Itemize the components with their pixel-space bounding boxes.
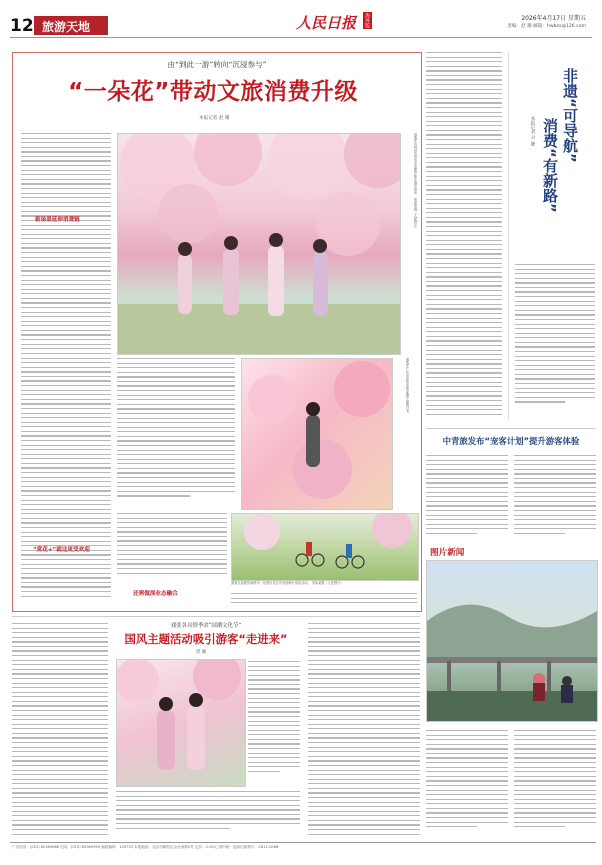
right-article-headline: 中青旅发布“宠客计划”提升游客体验 [442,436,580,446]
lead-photo1-caption: 游客在吉林省长春市丰富盛开的花海中赏花。 张某某摄（人民图片） [413,133,417,231]
bottom-body-col4 [308,623,420,837]
page-number: 12 [10,16,34,36]
sidebar-title-4: “有新路” [541,148,559,213]
right-article-body-b [514,455,596,541]
lead-article-box [12,52,422,612]
sidebar-title-3: 消费 [541,118,559,148]
hanfu-scene-image [117,660,245,786]
sidebar-byline: 本报记者 尹 婕 [530,116,535,146]
masthead-edition: 海外版 [364,13,371,28]
lead-headline: “一朵花”带动文旅消费升级 [68,79,358,105]
bottom-article-headline: 国风主题活动吸引游客“走进来” [124,632,288,646]
right-article [426,428,596,541]
sidebar-title-2: “可导航” [561,98,579,163]
lead-body-col4 [231,593,417,607]
header-rule [10,37,592,38]
bottom-article [12,616,420,839]
sidebar-title-1: 非遗 [561,68,579,98]
lead-subhead-3: 还需做深业态融合 [133,591,178,597]
photo-essay-bridge-scene [426,560,598,722]
bottom-article-kicker: 戏张各具情季余“国潮文化节” [170,623,242,629]
lead-byline: 本报记者 赵 珊 [199,116,230,121]
photo-essay-caption-b [514,730,596,832]
lead-body-col3 [117,513,227,583]
photo-essay-caption-a [426,730,508,832]
date-line: 2026年4月17日 星期五 [521,15,586,22]
lead-photo-cycling [231,513,419,581]
bottom-body-col1 [12,623,108,837]
lead-subhead-1: 新场景延伸消费链 [35,217,80,223]
blossom-scene-image [118,134,400,354]
lead-body-col1b [21,353,111,603]
footer-rule [10,842,596,843]
lead-photo-blossoms [117,133,401,355]
sidebar-body [515,264,595,414]
footer-text: 广告经营：(010) 65369888 电话：(010) 65369999 邮政编码：100733 本报地址：北京市朝阳区金台西路2号 定价：2.00元 国内统一连续出版物号：CN11-0066 [12,845,279,849]
bottom-body-col3 [116,791,300,837]
pink-hall-image [242,359,392,509]
page-header [10,10,592,40]
bottom-photo-hanfu [116,659,246,787]
photo-essay [426,544,596,834]
bottom-body-col2 [248,661,300,785]
cycling-scene-image [232,514,418,580]
bridge-scene-image [427,561,597,721]
masthead-title: 人民日报 [296,14,357,32]
section-title: 旅游天地 [42,20,91,34]
right-body-col [426,52,502,420]
section-title-bar [34,16,108,35]
lead-photo3-caption: 游客在福建省漳州市一处景区花丛中参加骑行赏花活动。 李某某摄（人民图片） [231,581,344,585]
lead-body-col2 [117,358,235,508]
lead-photo2-caption: 游客在广东省东莞市的花海中拍照打卡。 [405,358,409,416]
editors-line: 责编：赵 珊 邮箱：hwbzs@126.com [507,24,586,29]
sidebar-title-line2 [541,118,558,213]
lead-subhead-2: “赏花+”就这更受欢迎 [33,547,90,553]
lead-photo-pink-hall [241,358,393,510]
masthead [296,12,372,33]
right-article-body-a [426,455,508,541]
sidebar-title [561,68,578,163]
lead-kicker: 由“到此一游”转向“沉浸参与” [167,60,267,69]
bottom-article-byline: 唐 湘 [196,650,207,655]
photo-essay-label: 图片新闻 [430,548,465,558]
lead-body-col1 [21,133,111,349]
sidebar-box [508,52,597,420]
